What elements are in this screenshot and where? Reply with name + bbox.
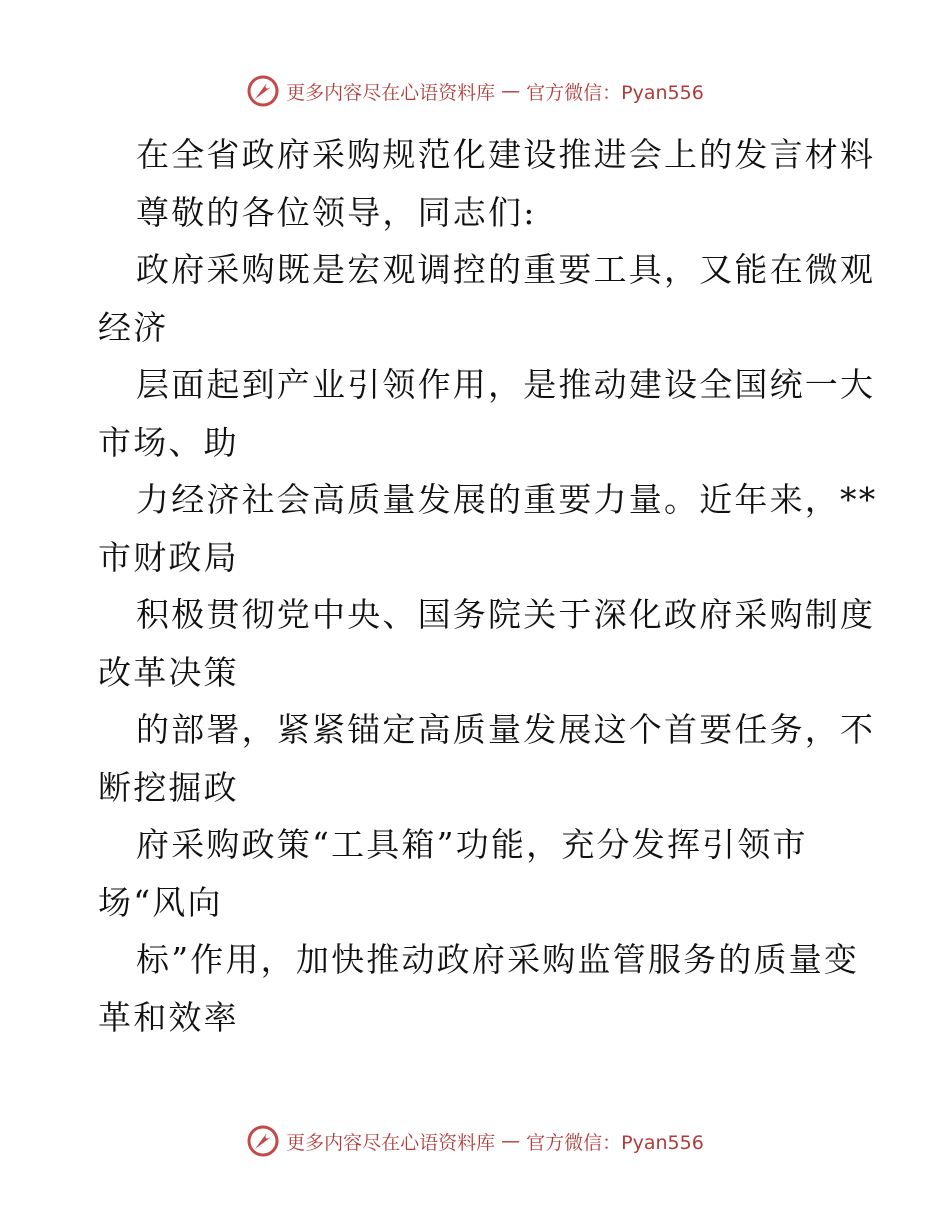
body-line: 的部署，紧紧锚定高质量发展这个首要任务，不 [136,710,876,749]
body-line: 积极贯彻党中央、国务院关于深化政府采购制度 [136,595,876,634]
banner-text: 更多内容尽在心语资料库 [286,1131,496,1154]
body-line: 标”作用，加快推动政府采购监管服务的质量变 [136,940,860,979]
body-line: 层面起到产业引领作用，是推动建设全国统一大 [136,365,876,404]
body-line: 力经济社会高质量发展的重要力量。近年来，** [136,480,878,519]
document-title: 在全省政府采购规范化建设推进会上的发言材料 [136,135,876,174]
body-line: 府采购政策“工具箱”功能，充分发挥引领市 [136,825,808,864]
body-line: 场“风向 [98,882,223,922]
banner-separator: — [501,1130,521,1152]
document-body [98,126,878,1046]
body-line: 革和效率 [98,997,239,1037]
body-line: 经济 [98,307,169,347]
body-line: 改革决策 [98,652,239,692]
body-line: 市财政局 [98,537,239,577]
header-banner [0,74,950,108]
banner-text: 更多内容尽在心语资料库 [286,81,496,104]
body-line: 断挖掘政 [98,767,239,807]
banner-wechat: 官方微信：Pyan556 [526,1131,704,1154]
banner-wechat: 官方微信：Pyan556 [526,81,704,104]
pen-nib-logo-icon [246,74,280,108]
body-line: 市场、助 [98,422,239,462]
body-line: 政府采购既是宏观调控的重要工具，又能在微观 [136,250,876,289]
footer-banner [0,1124,950,1158]
salutation: 尊敬的各位领导，同志们: [136,192,537,232]
banner-separator: — [501,80,521,102]
pen-nib-logo-icon [246,1124,280,1158]
